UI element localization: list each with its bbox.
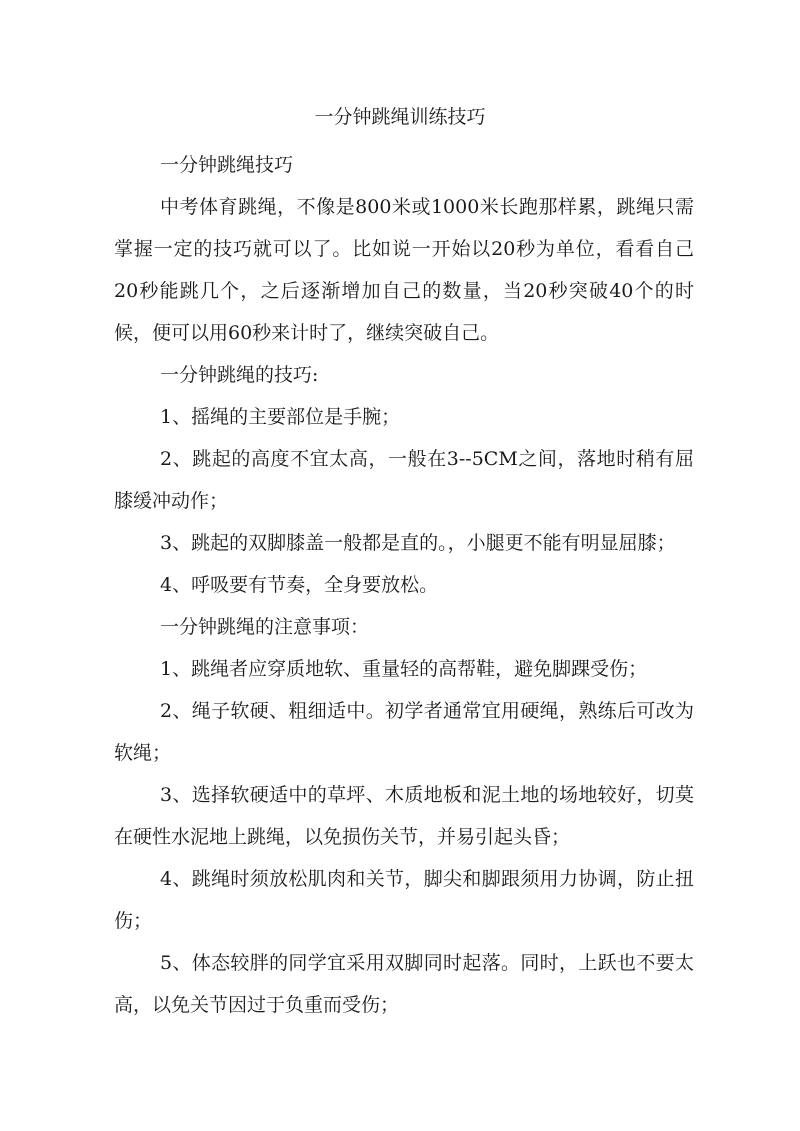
section-heading: 一分钟跳绳的注意事项： — [160, 616, 370, 638]
heading-paragraph: 一分钟跳绳技巧 — [160, 154, 294, 176]
list-item: 1、跳绳者应穿质地软、重量轻的高帮鞋，避免脚踝受伤； — [160, 658, 648, 680]
document-title: 一分钟跳绳训练技巧 — [314, 106, 486, 128]
list-item: 4、呼吸要有节奏，全身要放松。 — [160, 574, 439, 596]
section-heading: 一分钟跳绳的技巧: — [160, 364, 319, 386]
document-body — [114, 144, 694, 1026]
list-item: 1、摇绳的主要部位是手腕； — [160, 406, 401, 428]
list-item: 3、跳起的双脚膝盖一般都是直的。，小腿更不能有明显屈膝； — [160, 532, 676, 554]
list-item: 4、跳绳时须放松肌肉和关节，脚尖和脚跟须用力协调，防止扭伤； — [114, 868, 694, 932]
list-item: 5、体态较胖的同学宜采用双脚同时起落。同时，上跃也不要太高，以免关节因过于负重而受伤； — [114, 952, 694, 1016]
list-item: 3、选择软硬适中的草坪、木质地板和泥土地的场地较好，切莫在硬性水泥地上跳绳，以免损伤关节，并易引起头昏； — [114, 784, 694, 848]
list-item: 2、绳子软硬、粗细适中。初学者通常宜用硬绳，熟练后可改为软绳； — [114, 700, 694, 764]
list-item: 2、跳起的高度不宜太高，一般在3--5CM之间，落地时稍有屈膝缓冲动作； — [114, 448, 694, 512]
body-paragraph: 中考体育跳绳，不像是800米或1000米长跑那样累，跳绳只需掌握一定的技巧就可以了。比如说一开始以20秒为单位，看看自己20秒能跳几个，之后逐渐增加自己的数量，当20秒突破40个的时候，便可以用60秒来计时了，继续突破自己。 — [114, 196, 694, 344]
